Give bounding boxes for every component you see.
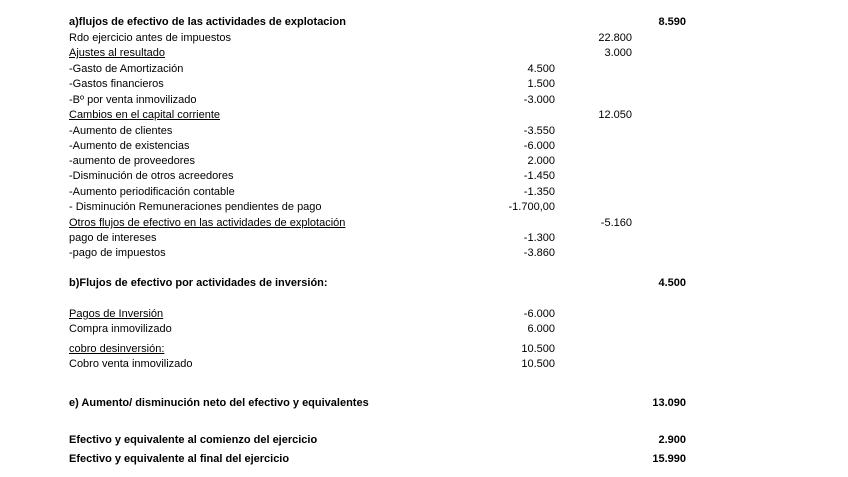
section-b-total: 4.500 (658, 277, 686, 289)
ajustes-item-label: -Gasto de Amortización (69, 63, 184, 75)
rdo-label: Rdo ejercicio antes de impuestos (69, 32, 232, 44)
capital-item-label: -Aumento periodificación contable (69, 186, 235, 198)
capital-item-label: -aumento de proveedores (69, 155, 195, 167)
efectivo-final-row (0, 452, 848, 467)
pagos-value: -6.000 (523, 308, 555, 320)
ajustes-item-value: -3.000 (523, 94, 555, 106)
section-e-title: e) Aumento/ disminución neto del efectivo y equivalentes (69, 397, 369, 409)
pagos-heading: Pagos de Inversión (69, 308, 164, 320)
efectivo-final-value: 15.990 (652, 453, 686, 465)
capital-item-row (0, 124, 848, 139)
capital-heading: Cambios en el capital corriente (69, 109, 221, 121)
section-a-total: 8.590 (658, 16, 686, 28)
pagos-heading-row (0, 307, 848, 322)
capital-item-row (0, 154, 848, 169)
ajustes-item-value: 4.500 (527, 63, 555, 75)
cobro-heading-row (0, 342, 848, 357)
otros-item-value: -3.860 (523, 247, 555, 259)
capital-item-row (0, 169, 848, 184)
capital-item-label: -Aumento de clientes (69, 125, 173, 137)
capital-heading-row (0, 108, 848, 123)
ajustes-subtotal: 3.000 (604, 47, 632, 59)
ajustes-item-row (0, 77, 848, 92)
otros-heading: Otros flujos de efectivo en las actividades de explotación (69, 217, 346, 229)
capital-subtotal: 12.050 (598, 109, 632, 121)
cobro-item-label: Cobro venta inmovilizado (69, 358, 193, 370)
section-a-title: a)flujos de efectivo de las actividades de explotacion (69, 16, 346, 28)
pagos-item-value: 6.000 (527, 323, 555, 335)
capital-item-label: - Disminución Remuneraciones pendientes de pago (69, 201, 322, 213)
ajustes-heading-row (0, 46, 848, 61)
efectivo-comienzo-label: Efectivo y equivalente al comienzo del ejercicio (69, 434, 318, 446)
otros-item-value: -1.300 (523, 232, 555, 244)
capital-item-value: -6.000 (523, 140, 555, 152)
section-e-row (0, 396, 848, 411)
section-e-total: 13.090 (652, 397, 686, 409)
efectivo-final-label: Efectivo y equivalente al final del ejercicio (69, 453, 290, 465)
rdo-row (0, 31, 848, 46)
capital-item-value: -1.700,00 (508, 201, 555, 213)
efectivo-comienzo-value: 2.900 (658, 434, 686, 446)
pagos-item-label: Compra inmovilizado (69, 323, 172, 335)
rdo-value: 22.800 (598, 32, 632, 44)
cobro-value: 10.500 (521, 343, 555, 355)
capital-item-value: -1.350 (523, 186, 555, 198)
capital-item-value: 2.000 (527, 155, 555, 167)
ajustes-item-row (0, 62, 848, 77)
ajustes-item-value: 1.500 (527, 78, 555, 90)
otros-subtotal: -5.160 (600, 217, 632, 229)
section-b-title: b)Flujos de efectivo por actividades de inversión: (69, 277, 328, 289)
capital-item-value: -1.450 (523, 170, 555, 182)
pagos-item-row (0, 322, 848, 337)
capital-item-label: -Disminución de otros acreedores (69, 170, 234, 182)
ajustes-item-row (0, 93, 848, 108)
efectivo-comienzo-row (0, 433, 848, 448)
capital-item-row (0, 185, 848, 200)
cobro-item-value: 10.500 (521, 358, 555, 370)
cobro-heading: cobro desinversión: (69, 343, 165, 355)
capital-item-value: -3.550 (523, 125, 555, 137)
ajustes-item-label: -Gastos financieros (69, 78, 164, 90)
ajustes-heading: Ajustes al resultado (69, 47, 165, 59)
ajustes-item-label: -Bº por venta inmovilizado (69, 94, 197, 106)
section-a-header-row (0, 15, 848, 30)
otros-item-row (0, 246, 848, 261)
capital-item-row (0, 139, 848, 154)
section-b-header-row (0, 276, 848, 291)
otros-item-label: pago de intereses (69, 232, 157, 244)
otros-item-label: -pago de impuestos (69, 247, 166, 259)
capital-item-row (0, 200, 848, 215)
capital-item-label: -Aumento de existencias (69, 140, 190, 152)
otros-item-row (0, 231, 848, 246)
cobro-item-row (0, 357, 848, 372)
otros-heading-row (0, 216, 848, 231)
